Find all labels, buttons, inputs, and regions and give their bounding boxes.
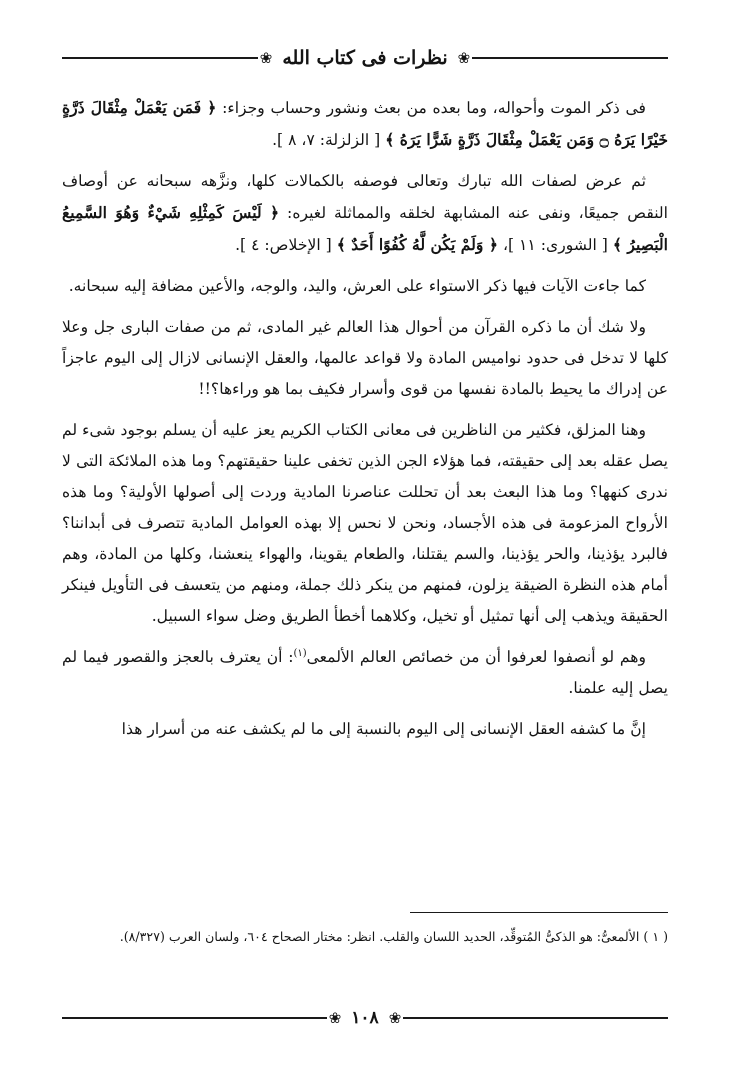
running-header xyxy=(62,44,668,72)
flower-ornament-icon: ❀ xyxy=(259,48,273,67)
footer-rule-left xyxy=(62,1017,327,1019)
paragraph-text: ثم عرض لصفات الله تبارك وتعالى فوصفه بالكمالات كلها، ونزَّهه سبحانه عن أوصاف النقص جميعًا، ونفى عنه المشابهة لخلقه والمماثلة لغيره: xyxy=(62,172,668,222)
footnote-reference: (١) xyxy=(293,647,307,659)
flower-ornament-icon: ❀ xyxy=(388,1008,402,1027)
book-title: نظرات فى كتاب الله xyxy=(282,47,448,69)
paragraph-2 xyxy=(62,166,668,261)
paragraph-text: وهم لو أنصفوا لعرفوا أن من خصائص العالم الألمعى xyxy=(306,648,646,666)
flower-ornament-icon: ❀ xyxy=(457,48,471,67)
paragraph-3: كما جاءت الآيات فيها ذكر الاستواء على العرش، واليد، والوجه، والأعين مضافة إليه سبحانه. xyxy=(68,277,646,295)
header-rule-left xyxy=(62,57,258,59)
footnote-separator xyxy=(410,912,668,913)
verse-reference: [ الشورى: ١١ ]، xyxy=(498,236,613,254)
verse-reference: [ الزلزلة: ٧، ٨ ]. xyxy=(272,131,386,149)
paragraph-5: وهنا المزلق، فكثير من الناظرين فى معانى الكتاب الكريم يعز عليه أن يسلم بوجود شىء لم يصل عقله بعد إلى حقيقته، فما هؤلاء الجن الذين تخفى علينا حقيقتهم؟ وما هذه الملائكة التى لا ندرى كنهها؟ وما هذا البعث بعد أن تحللت عناصرنا المادية وردت إلى أصولها الأولية؟ وما هذه الأرواح المزعومة فى هذه الأجساد، ونحن لا نحس إلا بهذه العوامل المادية تتصرف فى أبداننا؟ فالبرد يؤذينا، والحر يؤذينا، والسم يقتلنا، والطعام يقوينا، والهواء ينعشنا، وكلها من المادة، وهم أمام هذه النظرة الضيقة يزلون، فمنهم من ينكر ذلك جملة، ومنهم من يتعسف فى التأويل فينكر الحقيقة ويذهب إلى أنها تمثيل أو تخيل، وكلاهما أخطأ الطريق وضل سواء السبيل. xyxy=(62,421,668,625)
paragraph-7: إنَّ ما كشفه العقل الإنسانى إلى اليوم بالنسبة إلى ما لم يكشف عنه من أسرار هذا xyxy=(121,720,646,738)
paragraph-4: ولا شك أن ما ذكره القرآن من أحوال هذا العالم غير المادى، ثم من صفات البارى جل وعلا كلها لا تدخل فى حدود نواميس المادة ولا قواعد عالمها، والعقل الإنسانى لازال إلى اليوم عاجزاً عن إدراك ما يحيط بالمادة نفسها من قوى وأسرار فكيف بما هو وراءها؟!! xyxy=(62,318,668,398)
quran-verse: ﴿ فَمَن يَعْمَلْ مِثْقَالَ ذَرَّةٍ خَيْرًا يَرَهُ ۝ وَمَن يَعْمَلْ مِثْقَالَ ذَرَّةٍ شَرًّا يَرَهُ ﴾ xyxy=(62,98,668,149)
page-footer xyxy=(62,1006,668,1030)
quran-verse: ﴿ لَيْسَ كَمِثْلِهِ شَيْءٌ وَهُوَ السَّمِيعُ الْبَصِيرُ ﴾ xyxy=(62,203,668,254)
footnote xyxy=(62,924,668,950)
quran-verse: ﴿ وَلَمْ يَكُن لَّهُ كُفُوًا أَحَدٌ ﴾ xyxy=(336,235,499,254)
flower-ornament-icon: ❀ xyxy=(328,1008,342,1027)
verse-reference: [ الإخلاص: ٤ ]. xyxy=(235,236,337,254)
paragraph-6 xyxy=(62,642,668,704)
paragraph-text: فى ذكر الموت وأحواله، وما بعده من بعث ونشور وحساب وجزاء: xyxy=(216,99,646,117)
header-rule-right xyxy=(472,57,668,59)
paragraph-text: : أن يعترف بالعجز والقصور فيما لم يصل إليه علمنا. xyxy=(62,648,668,697)
body-text xyxy=(62,92,668,755)
footnote-text: ( ١ ) الألمعىُّ: هو الذكىُّ المُتوقِّد، الحديد اللسان والقلب. انظر: مختار الصحاح ٦٠٤، ولسان العرب (٨/٣٢٧). xyxy=(119,929,668,944)
paragraph-1 xyxy=(62,92,668,156)
page-number: ١٠٨ xyxy=(351,1008,379,1028)
footer-rule-right xyxy=(403,1017,668,1019)
